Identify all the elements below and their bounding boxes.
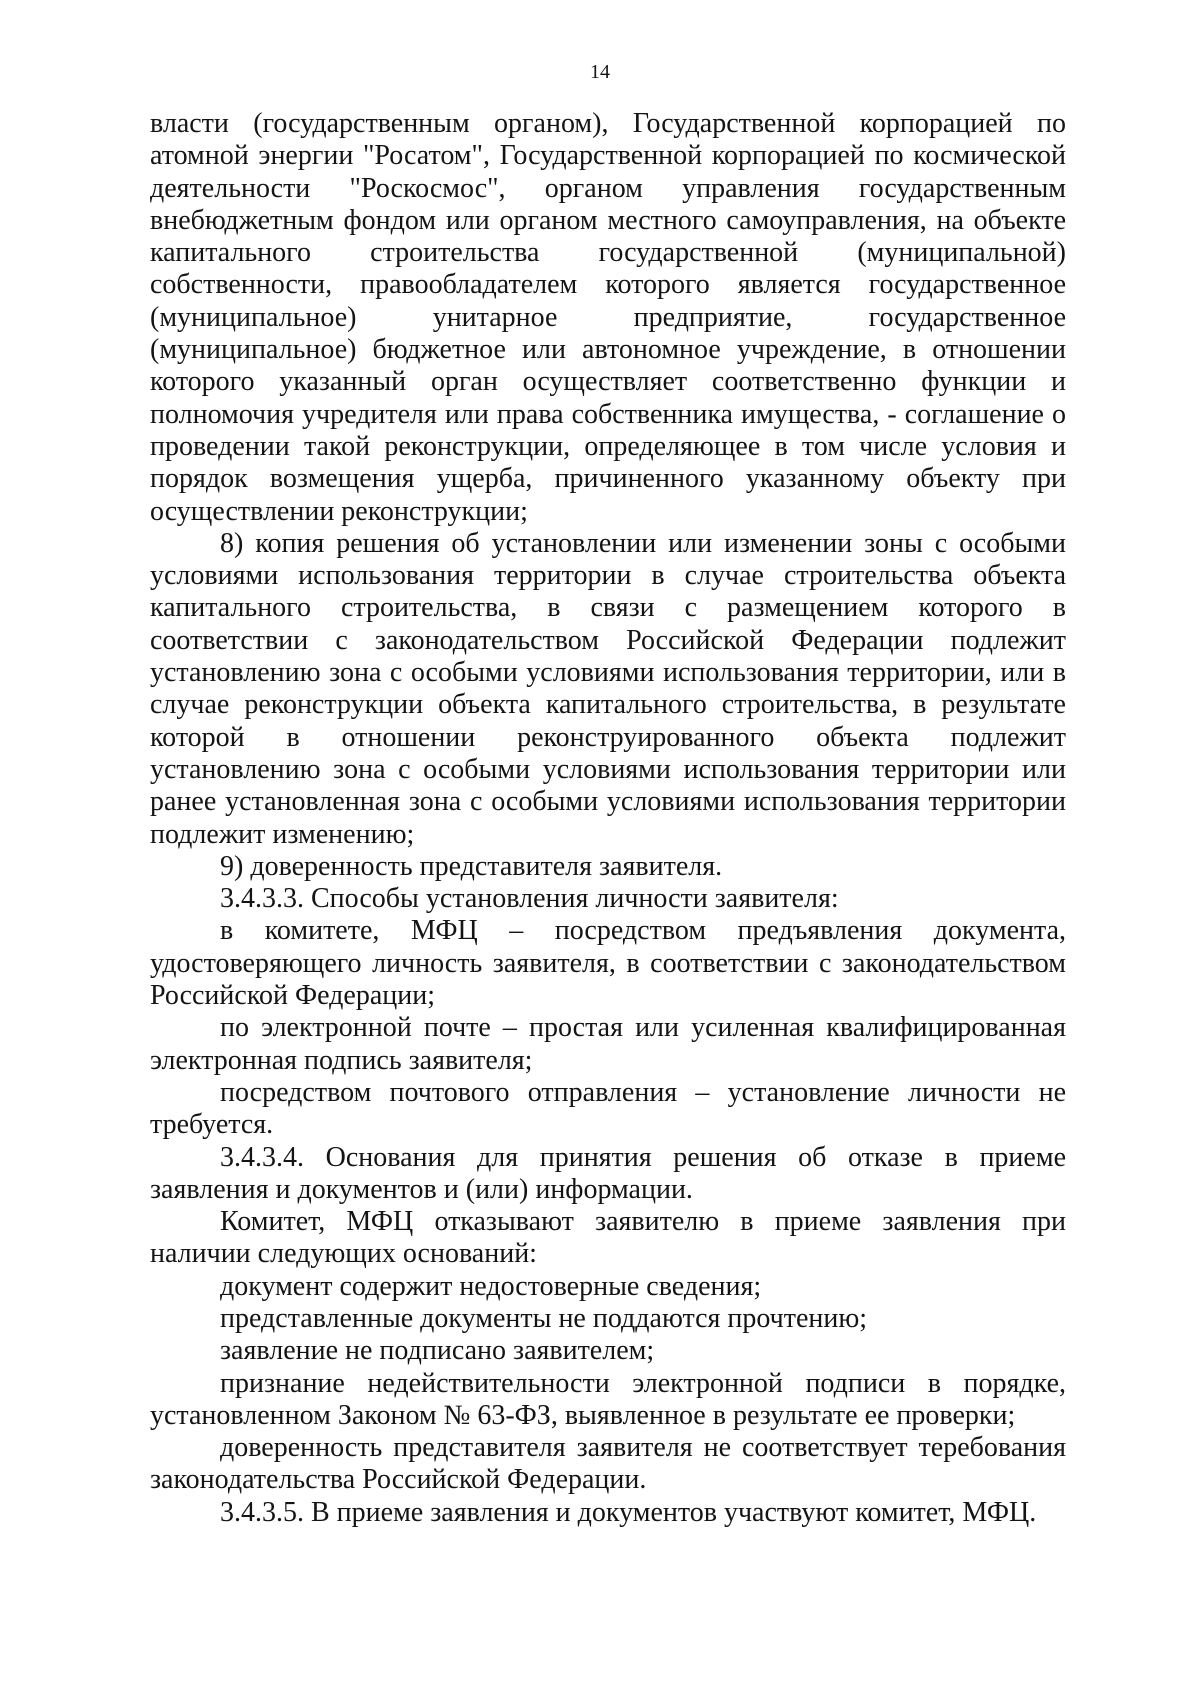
paragraph-ground-2: представленные документы не поддаются прочтению; (220, 1302, 868, 1334)
paragraph-3-4-3-4: 3.4.3.4. Основания для принятия решения об отказе в приеме заявления и документов и (или) информации. (150, 1141, 1066, 1205)
paragraph-continuation: власти (государственным органом), Государственной корпорацией по атомной энергии "Росатом", Государственной корпорацией по космической деятельности "Роскосмос", органом управления государственным внебюджетным фондом или органом местного самоуправления, на объекте капитального строительства государственной (муниципальной) собственности, правообладателем которого является государственное (муниципальное) унитарное предприятие, государственное (муниципальное) бюджетное или автономное учреждение, в отношении которого указанный орган осуществляет соответственно функции и полномочия учредителя или права собственника имущества, - соглашение о проведении такой реконструкции, определяющее в том числе условия и порядок возмещения ущерба, причиненного указанному объекту при осуществлении реконструкции; (150, 108, 1066, 527)
paragraph-refusal-intro: Комитет, МФЦ отказывают заявителю в приеме заявления при наличии следующих оснований: (150, 1206, 1066, 1270)
paragraph-ground-1: документ содержит недостоверные сведения; (220, 1270, 762, 1302)
paragraph-identity-committee: в комитете, МФЦ – посредством предъявления документа, удостоверяющего личность заявителя, в соответствии с законодательством Российской Федерации; (150, 915, 1066, 1012)
paragraph-ground-3: заявление не подписано заявителем; (220, 1335, 655, 1367)
paragraph-ground-4: признание недействительности электронной подписи в порядке, установленном Законом № 63-ФЗ, выявленное в результате ее проверки; (150, 1367, 1066, 1431)
paragraph-identity-post: посредством почтового отправления – установление личности не требуется. (150, 1076, 1066, 1141)
paragraph-item-8: 8) копия решения об установлении или изменении зоны с особыми условиями использования территории в случае строительства объекта капитального строительства, в связи с размещением которого в соответствии с законодательством Российской Федерации подлежит установлению зона с особыми условиями использования территории, или в случае реконструкции объекта капитального строительства, в результате которой в отношении реконструированного объекта подлежит установлению зона с особыми условиями использования территории или ранее установленная зона с особыми условиями использования территории подлежит изменению; (150, 527, 1066, 850)
paragraph-item-9: 9) доверенность представителя заявителя. (220, 850, 723, 882)
paragraph-ground-5: доверенность представителя заявителя не соответствует теребования законодательства Российской Федерации. (150, 1432, 1066, 1496)
page-number: 14 (590, 61, 610, 83)
paragraph-identity-email: по электронной почте – простая или усиленная квалифицированная электронная подпись заявителя; (150, 1012, 1066, 1076)
paragraph-3-4-3-3: 3.4.3.3. Способы установления личности заявителя: (220, 883, 839, 915)
paragraph-3-4-3-5: 3.4.3.5. В приеме заявления и документов участвуют комитет, МФЦ. (220, 1496, 1037, 1528)
document-body (150, 108, 1066, 1529)
